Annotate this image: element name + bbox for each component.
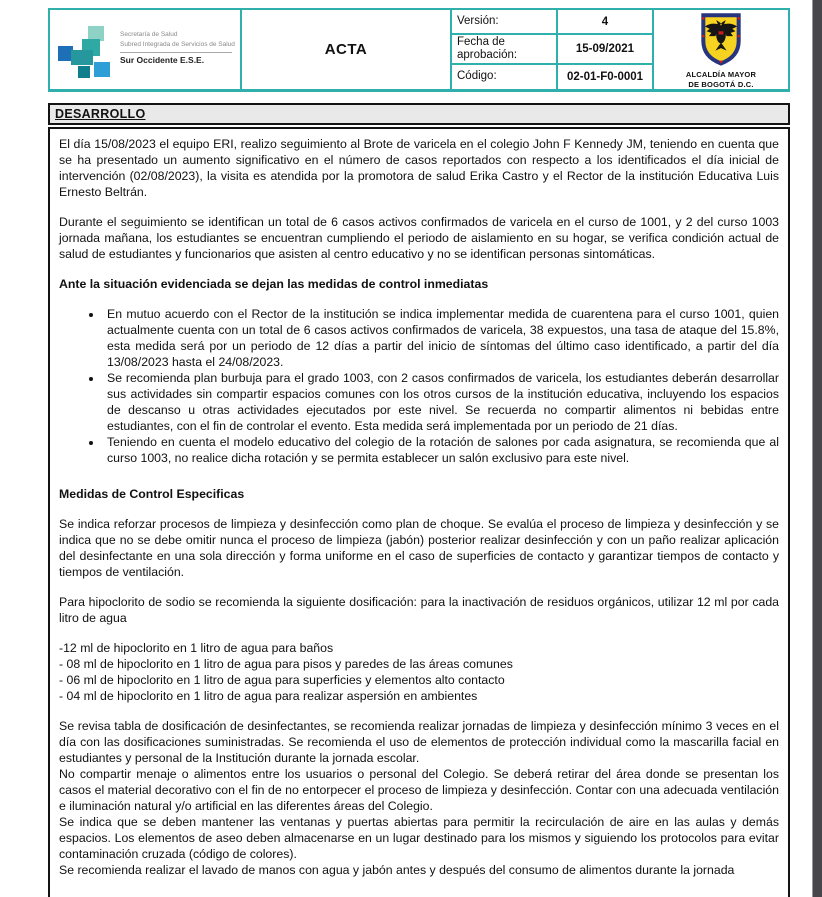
paragraph-seguimiento: El día 15/08/2023 el equipo ERI, realizo seguimiento al Brote de varicela en el colegio John F Kennedy JM, teniendo en cuenta que se ha presentado un aumento significativo en el número de casos reportados con respecto a los identificados el día inicial de intervención (02/08/2023), la visita es atendida por la promotora de salud Erika Castro y el Rector de la institución Educativa Luis Ernesto Beltrán. (59, 137, 779, 199)
dosage-banos: -12 ml de hipoclorito en 1 litro de agua para baños (59, 641, 334, 655)
paragraph-dosificacion-jornadas: Se revisa tabla de dosificación de desinfectantes, se recomienda realizar jornadas de limpieza y desinfección mínimo 3 veces en el día con las dosificaciones suministradas. Se recomienda el uso de elementos de protección individual como la mascarilla facial en estudiantes y personal de la Institución durante la jornada escolar. (59, 719, 779, 765)
meta-label-fecha: Fecha de aprobación: (452, 35, 558, 65)
bullet-cuarentena: • En mutuo acuerdo con el Rector de la institución se indica implementar medida de cuarentena para el curso 1001, quien actualmente cuenta con un total de 6 casos activos confirmados de varicela, 38 expuestos, una tasa de ataque del 15.8%, esta medida será por un periodo de 12 días a partir del inicio de síntomas del último caso identificado, a partir del día 13/08/2023 hasta el 24/08/2023. (103, 306, 779, 370)
logo-text-block (120, 30, 236, 65)
paragraph-limpieza: Se indica reforzar procesos de limpieza y desinfección como plan de choque. Se evalúa el proceso de limpieza y desinfección y se indica que no se debe omitir nunca el proceso de limpieza (jabón) posterior realizar desinfección y con un paño realizar aplicación del desinfectante en una sola dirección y forma uniforme en el caso de superficies de contacto y garantizar tiempos de contacto y tiempos de ventilación. (59, 517, 779, 579)
logo-line-secretaria: Secretaría de Salud (120, 31, 178, 38)
subheading-medidas-inmediatas: Ante la situación evidenciada se dejan las medidas de control inmediatas (59, 277, 489, 291)
meta-label-version: Versión: (452, 10, 558, 35)
meta-value-version: 4 (558, 10, 652, 35)
section-title-desarrollo: DESARROLLO (48, 103, 790, 125)
document-title: ACTA (242, 10, 452, 89)
dosage-aspersion: - 04 ml de hipoclorito en 1 litro de agua para realizar aspersión en ambientes (59, 689, 478, 703)
header-cell-coat-of-arms (654, 10, 788, 89)
clipped-line: Se recomienda realizar el lavado de manos con agua y jabón antes y después del consumo de alimentos durante la jornada (59, 863, 735, 877)
subred-cross-logo-icon (58, 26, 116, 82)
window-right-edge (812, 0, 822, 897)
header-meta-table (452, 10, 654, 89)
dosage-list (59, 640, 779, 704)
paragraph-menaje: No compartir menaje o alimentos entre los usuarios o personal del Colegio. Se deberá retirar del área donde se presentan los casos el material decorativo con el fin de no entorpecer el proceso de limpieza y desinfección. Contar con una adecuada ventilación e iluminación natural y/o artificial en las diferentes áreas del Colegio. (59, 767, 779, 813)
arms-caption-line2: DE BOGOTÁ D.C. (688, 79, 754, 89)
meta-label-codigo: Código: (452, 65, 558, 89)
coat-of-arms-caption (686, 70, 756, 89)
bullet-list-medidas (59, 306, 779, 466)
bogota-coat-of-arms-icon (696, 12, 746, 68)
bullet-rotacion-salones: • Teniendo en cuenta el modelo educativo del colegio de la rotación de salones por cada asignatura, se recomienda que al curso 1003, no realice dicha rotación y se permita establecer un salón exclusivo para este nivel. (103, 434, 779, 466)
logo-line-subred: Subred Integrada de Servicios de Salud (120, 40, 235, 48)
dosage-pisos: - 08 ml de hipoclorito en 1 litro de agua para pisos y paredes de las áreas comunes (59, 657, 513, 671)
header-cell-logo (50, 10, 242, 89)
paragraph-casos: Durante el seguimiento se identifican un total de 6 casos activos confirmados de varicela en el curso de 1001, y 2 del curso 1003 jornada mañana, los estudiantes se encuentran cumpliendo el periodo de aislamiento en su hogar, se verifica condición actual de salud de estudiantes y funcionarios que asisten al centro educativo y no se identifican personas sintomáticas. (59, 215, 779, 261)
paragraph-hipoclorito: Para hipoclorito de sodio se recomienda la siguiente dosificación: para la inactivación de residuos orgánicos, utilizar 12 ml por cada litro de agua (59, 595, 779, 625)
document-body (48, 127, 790, 897)
dosage-superficies: - 06 ml de hipoclorito en 1 litro de agua para superficies y elementos alto contacto (59, 673, 505, 687)
meta-value-codigo: 02-01-F0-0001 (566, 71, 644, 83)
logo-divider (120, 52, 232, 53)
subheading-medidas-especificas: Medidas de Control Especificas (59, 487, 245, 501)
paragraph-ventanas: Se indica que se deben mantener las ventanas y puertas abiertas para permitir la recirculación de aire en las aulas y demás espacios. Los elementos de aseo deben almacenarse en un lugar destinado para los mismos y siguiendo los protocolos para evitar contaminación cruzada (código de colores). (59, 815, 779, 861)
document-header-table (48, 8, 790, 92)
bullet-plan-burbuja: • Se recomienda plan burbuja para el grado 1003, con 2 casos confirmados de varicela, los estudiantes deberán desarrollar sus actividades sin compartir espacios comunes con los otros cursos de la institución educativa, incluyendo los espacios de descanso u otras actividades ejecutados por este nivel. Se recuerda no compartir alimentos ni bebidas entre estudiantes, con el fin de controlar el evento. Esta medida será implementada por un periodo de 21 días. (103, 370, 779, 434)
meta-value-fecha: 15-09/2021 (558, 35, 652, 65)
arms-caption-line1: ALCALDÍA MAYOR (685, 70, 757, 80)
logo-line-suroccidente: Sur Occidente E.S.E. (120, 54, 205, 65)
